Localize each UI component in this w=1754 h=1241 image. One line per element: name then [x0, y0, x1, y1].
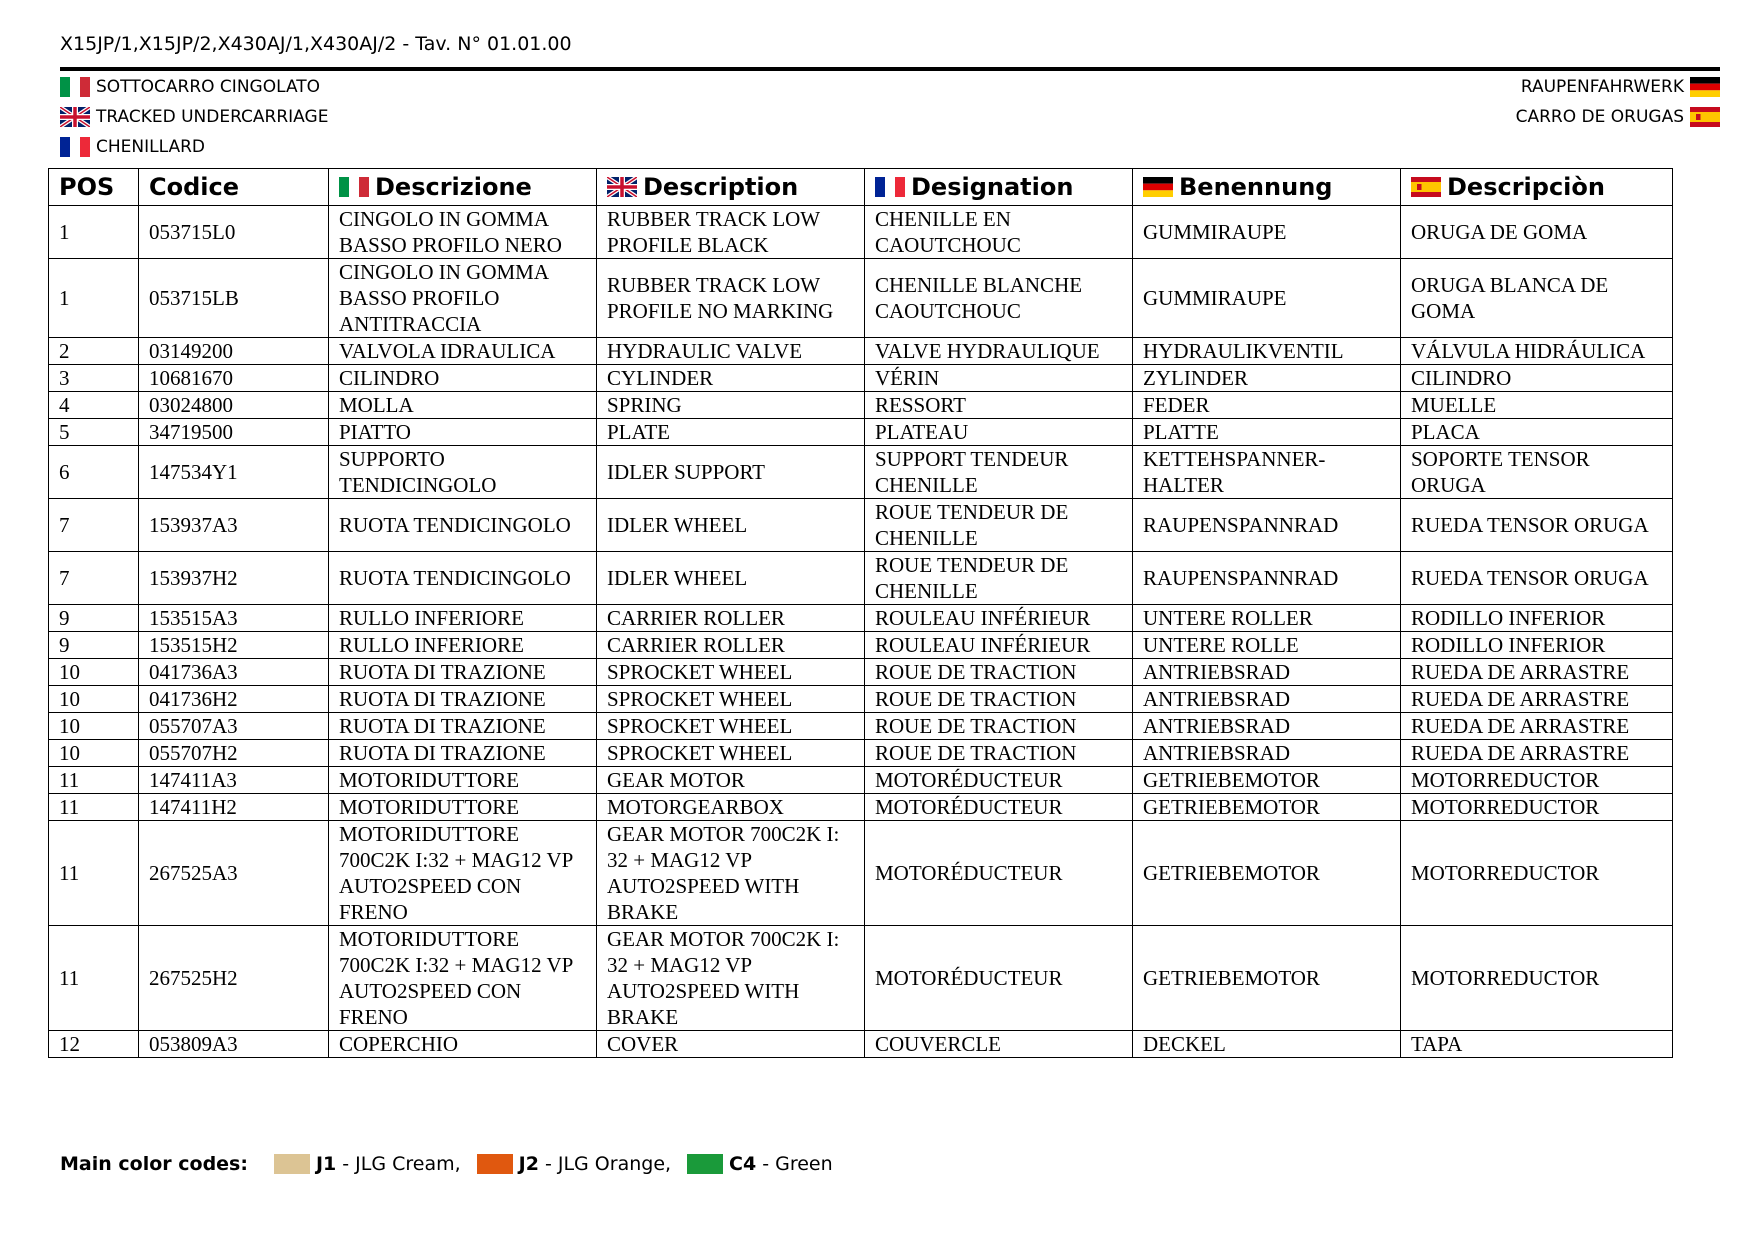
cell-fr: MOTORÉDUCTEUR — [865, 821, 1133, 926]
cell-fr: COUVERCLE — [865, 1031, 1133, 1058]
cell-pos: 4 — [49, 392, 139, 419]
orange-swatch — [477, 1154, 513, 1174]
cell-code: 34719500 — [139, 419, 329, 446]
italy-flag-icon — [339, 177, 369, 197]
title-de — [1521, 77, 1720, 97]
parts-table — [48, 168, 1673, 1058]
cell-it: RUOTA DI TRAZIONE — [329, 713, 597, 740]
cell-it: VALVOLA IDRAULICA — [329, 338, 597, 365]
cell-de: PLATTE — [1133, 419, 1401, 446]
cell-en: GEAR MOTOR 700C2K I: 32 + MAG12 VP AUTO2SPEED WITH BRAKE — [597, 926, 865, 1031]
cream-swatch — [274, 1154, 310, 1174]
cell-fr: VALVE HYDRAULIQUE — [865, 338, 1133, 365]
cell-code: 147411H2 — [139, 794, 329, 821]
cell-pos: 7 — [49, 499, 139, 552]
cell-fr: MOTORÉDUCTEUR — [865, 926, 1133, 1031]
cell-de: ANTRIEBSRAD — [1133, 713, 1401, 740]
header-code-label: Codice — [149, 173, 240, 201]
cell-code: 055707A3 — [139, 713, 329, 740]
cell-pos: 9 — [49, 632, 139, 659]
title-en — [60, 107, 328, 127]
cell-it: MOTORIDUTTORE — [329, 767, 597, 794]
cell-fr: CHENILLE BLANCHE CAOUTCHOUC — [865, 259, 1133, 338]
cell-pos: 11 — [49, 926, 139, 1031]
cell-pos: 11 — [49, 794, 139, 821]
table-row — [49, 392, 1673, 419]
cell-en: RUBBER TRACK LOW PROFILE BLACK — [597, 206, 865, 259]
cell-fr: ROUE DE TRACTION — [865, 686, 1133, 713]
table-row — [49, 552, 1673, 605]
cell-de: RAUPENSPANNRAD — [1133, 552, 1401, 605]
header-de — [1133, 169, 1401, 206]
cell-en: SPROCKET WHEEL — [597, 659, 865, 686]
cell-es: RUEDA TENSOR ORUGA — [1401, 499, 1673, 552]
cell-fr: RESSORT — [865, 392, 1133, 419]
cell-es: MUELLE — [1401, 392, 1673, 419]
uk-flag-icon — [60, 107, 90, 127]
table-header-row — [49, 169, 1673, 206]
cell-en: GEAR MOTOR — [597, 767, 865, 794]
cell-fr: ROUE TENDEUR DE CHENILLE — [865, 499, 1133, 552]
color-name-j1: - JLG Cream, — [342, 1153, 461, 1175]
cell-en: SPRING — [597, 392, 865, 419]
green-swatch — [687, 1154, 723, 1174]
title-it — [60, 77, 320, 97]
uk-flag-icon — [607, 177, 637, 197]
header-it — [329, 169, 597, 206]
cell-es: RODILLO INFERIOR — [1401, 632, 1673, 659]
color-name-c4: - Green — [762, 1153, 833, 1175]
italy-flag-icon — [60, 77, 90, 97]
cell-pos: 11 — [49, 767, 139, 794]
title-it-label: SOTTOCARRO CINGOLATO — [96, 77, 321, 97]
table-row — [49, 605, 1673, 632]
cell-es: ORUGA DE GOMA — [1401, 206, 1673, 259]
cell-en: IDLER WHEEL — [597, 552, 865, 605]
header-en-label: Description — [643, 173, 799, 201]
cell-pos: 10 — [49, 713, 139, 740]
header-fr — [865, 169, 1133, 206]
header-pos-label: POS — [59, 173, 115, 201]
cell-en: SPROCKET WHEEL — [597, 740, 865, 767]
cell-en: RUBBER TRACK LOW PROFILE NO MARKING — [597, 259, 865, 338]
header-de-label: Benennung — [1179, 173, 1333, 201]
cell-de: GUMMIRAUPE — [1133, 259, 1401, 338]
cell-it: MOLLA — [329, 392, 597, 419]
cell-pos: 10 — [49, 659, 139, 686]
spain-flag-icon — [1411, 177, 1441, 197]
cell-en: CARRIER ROLLER — [597, 605, 865, 632]
color-code-j2: J2 — [518, 1153, 539, 1175]
table-row — [49, 767, 1673, 794]
cell-es: SOPORTE TENSOR ORUGA — [1401, 446, 1673, 499]
cell-pos: 1 — [49, 259, 139, 338]
table-row — [49, 794, 1673, 821]
table-row — [49, 1031, 1673, 1058]
table-row — [49, 686, 1673, 713]
cell-de: GUMMIRAUPE — [1133, 206, 1401, 259]
cell-fr: ROUE DE TRACTION — [865, 659, 1133, 686]
cell-pos: 10 — [49, 686, 139, 713]
cell-es: MOTORREDUCTOR — [1401, 767, 1673, 794]
cell-en: SPROCKET WHEEL — [597, 713, 865, 740]
cell-it: MOTORIDUTTORE — [329, 794, 597, 821]
cell-es: VÁLVULA HIDRÁULICA — [1401, 338, 1673, 365]
cell-it: CINGOLO IN GOMMA BASSO PROFILO NERO — [329, 206, 597, 259]
cell-en: GEAR MOTOR 700C2K I: 32 + MAG12 VP AUTO2SPEED WITH BRAKE — [597, 821, 865, 926]
cell-de: DECKEL — [1133, 1031, 1401, 1058]
cell-de: GETRIEBEMOTOR — [1133, 821, 1401, 926]
cell-de: GETRIEBEMOTOR — [1133, 767, 1401, 794]
cell-code: 03024800 — [139, 392, 329, 419]
cell-es: ORUGA BLANCA DE GOMA — [1401, 259, 1673, 338]
cell-es: PLACA — [1401, 419, 1673, 446]
cell-code: 153515A3 — [139, 605, 329, 632]
cell-fr: ROUE DE TRACTION — [865, 713, 1133, 740]
cell-es: CILINDRO — [1401, 365, 1673, 392]
cell-en: COVER — [597, 1031, 865, 1058]
cell-de: GETRIEBEMOTOR — [1133, 926, 1401, 1031]
table-row — [49, 446, 1673, 499]
color-name-j2: - JLG Orange, — [544, 1153, 672, 1175]
cell-en: HYDRAULIC VALVE — [597, 338, 865, 365]
cell-fr: ROUE DE TRACTION — [865, 740, 1133, 767]
cell-it: RUOTA DI TRAZIONE — [329, 740, 597, 767]
cell-pos: 11 — [49, 821, 139, 926]
cell-it: RUOTA DI TRAZIONE — [329, 686, 597, 713]
cell-de: UNTERE ROLLE — [1133, 632, 1401, 659]
cell-it: RUOTA DI TRAZIONE — [329, 659, 597, 686]
cell-it: PIATTO — [329, 419, 597, 446]
color-code-j1: J1 — [315, 1153, 337, 1175]
title-es-label: CARRO DE ORUGAS — [1515, 107, 1684, 127]
france-flag-icon — [875, 177, 905, 197]
cell-fr: MOTORÉDUCTEUR — [865, 794, 1133, 821]
title-es — [1516, 107, 1720, 127]
cell-es: RUEDA TENSOR ORUGA — [1401, 552, 1673, 605]
color-code-c4: C4 — [729, 1153, 757, 1175]
cell-fr: PLATEAU — [865, 419, 1133, 446]
cell-de: UNTERE ROLLER — [1133, 605, 1401, 632]
germany-flag-icon — [1690, 77, 1720, 97]
cell-it: MOTORIDUTTORE 700C2K I:32 + MAG12 VP AUTO2SPEED CON FRENO — [329, 926, 597, 1031]
cell-fr: CHENILLE EN CAOUTCHOUC — [865, 206, 1133, 259]
table-row — [49, 206, 1673, 259]
title-fr — [60, 137, 205, 157]
table-row — [49, 365, 1673, 392]
cell-it: MOTORIDUTTORE 700C2K I:32 + MAG12 VP AUTO2SPEED CON FRENO — [329, 821, 597, 926]
cell-fr: VÉRIN — [865, 365, 1133, 392]
cell-it: RULLO INFERIORE — [329, 632, 597, 659]
table-row — [49, 632, 1673, 659]
cell-code: 267525A3 — [139, 821, 329, 926]
cell-de: RAUPENSPANNRAD — [1133, 499, 1401, 552]
cell-it: COPERCHIO — [329, 1031, 597, 1058]
title-de-label: RAUPENFAHRWERK — [1520, 77, 1684, 97]
cell-code: 147411A3 — [139, 767, 329, 794]
cell-en: IDLER SUPPORT — [597, 446, 865, 499]
header-it-label: Descrizione — [375, 173, 532, 201]
cell-code: 053809A3 — [139, 1031, 329, 1058]
cell-it: SUPPORTO TENDICINGOLO — [329, 446, 597, 499]
cell-it: CILINDRO — [329, 365, 597, 392]
cell-code: 153937H2 — [139, 552, 329, 605]
cell-code: 10681670 — [139, 365, 329, 392]
header-divider — [60, 67, 1720, 71]
cell-fr: ROULEAU INFÉRIEUR — [865, 605, 1133, 632]
cell-es: MOTORREDUCTOR — [1401, 926, 1673, 1031]
cell-code: 153515H2 — [139, 632, 329, 659]
cell-en: SPROCKET WHEEL — [597, 686, 865, 713]
cell-code: 03149200 — [139, 338, 329, 365]
cell-pos: 3 — [49, 365, 139, 392]
cell-code: 053715L0 — [139, 206, 329, 259]
header-code — [139, 169, 329, 206]
cell-es: RODILLO INFERIOR — [1401, 605, 1673, 632]
cell-de: HYDRAULIKVENTIL — [1133, 338, 1401, 365]
cell-fr: ROULEAU INFÉRIEUR — [865, 632, 1133, 659]
cell-code: 041736H2 — [139, 686, 329, 713]
table-row — [49, 338, 1673, 365]
cell-pos: 2 — [49, 338, 139, 365]
cell-it: CINGOLO IN GOMMA BASSO PROFILO ANTITRACCIA — [329, 259, 597, 338]
cell-de: ANTRIEBSRAD — [1133, 740, 1401, 767]
table-row — [49, 659, 1673, 686]
cell-de: GETRIEBEMOTOR — [1133, 794, 1401, 821]
spain-flag-icon — [1690, 107, 1720, 127]
cell-code: 055707H2 — [139, 740, 329, 767]
header-es-label: Descripciòn — [1447, 173, 1605, 201]
cell-de: FEDER — [1133, 392, 1401, 419]
cell-code: 153937A3 — [139, 499, 329, 552]
header-en — [597, 169, 865, 206]
table-row — [49, 419, 1673, 446]
title-en-label: TRACKED UNDERCARRIAGE — [96, 107, 329, 127]
header-es — [1401, 169, 1673, 206]
cell-es: TAPA — [1401, 1031, 1673, 1058]
cell-it: RUOTA TENDICINGOLO — [329, 499, 597, 552]
header-fr-label: Designation — [911, 173, 1074, 201]
table-row — [49, 499, 1673, 552]
cell-code: 041736A3 — [139, 659, 329, 686]
cell-en: CYLINDER — [597, 365, 865, 392]
cell-fr: MOTORÉDUCTEUR — [865, 767, 1133, 794]
color-codes-label: Main color codes: — [60, 1153, 248, 1175]
cell-code: 147534Y1 — [139, 446, 329, 499]
cell-code: 267525H2 — [139, 926, 329, 1031]
cell-es: MOTORREDUCTOR — [1401, 821, 1673, 926]
france-flag-icon — [60, 137, 90, 157]
cell-de: ANTRIEBSRAD — [1133, 686, 1401, 713]
cell-en: PLATE — [597, 419, 865, 446]
cell-fr: ROUE TENDEUR DE CHENILLE — [865, 552, 1133, 605]
germany-flag-icon — [1143, 177, 1173, 197]
table-row — [49, 740, 1673, 767]
cell-pos: 5 — [49, 419, 139, 446]
cell-de: ANTRIEBSRAD — [1133, 659, 1401, 686]
cell-es: RUEDA DE ARRASTRE — [1401, 740, 1673, 767]
table-row — [49, 926, 1673, 1031]
table-row — [49, 259, 1673, 338]
table-row — [49, 713, 1673, 740]
cell-es: RUEDA DE ARRASTRE — [1401, 686, 1673, 713]
cell-pos: 1 — [49, 206, 139, 259]
header-pos — [49, 169, 139, 206]
cell-pos: 10 — [49, 740, 139, 767]
cell-en: CARRIER ROLLER — [597, 632, 865, 659]
cell-en: IDLER WHEEL — [597, 499, 865, 552]
cell-code: 053715LB — [139, 259, 329, 338]
cell-en: MOTORGEARBOX — [597, 794, 865, 821]
cell-es: MOTORREDUCTOR — [1401, 794, 1673, 821]
cell-it: RUOTA TENDICINGOLO — [329, 552, 597, 605]
cell-pos: 7 — [49, 552, 139, 605]
cell-it: RULLO INFERIORE — [329, 605, 597, 632]
cell-pos: 6 — [49, 446, 139, 499]
table-row — [49, 821, 1673, 926]
title-fr-label: CHENILLARD — [96, 137, 205, 157]
cell-es: RUEDA DE ARRASTRE — [1401, 713, 1673, 740]
cell-fr: SUPPORT TENDEUR CHENILLE — [865, 446, 1133, 499]
cell-de: ZYLINDER — [1133, 365, 1401, 392]
cell-de: KETTEHSPANNER-HALTER — [1133, 446, 1401, 499]
cell-pos: 9 — [49, 605, 139, 632]
cell-pos: 12 — [49, 1031, 139, 1058]
document-title: X15JP/1,X15JP/2,X430AJ/1,X430AJ/2 - Tav. N° 01.01.00 — [60, 33, 572, 55]
color-codes-legend — [60, 1153, 833, 1175]
cell-es: RUEDA DE ARRASTRE — [1401, 659, 1673, 686]
